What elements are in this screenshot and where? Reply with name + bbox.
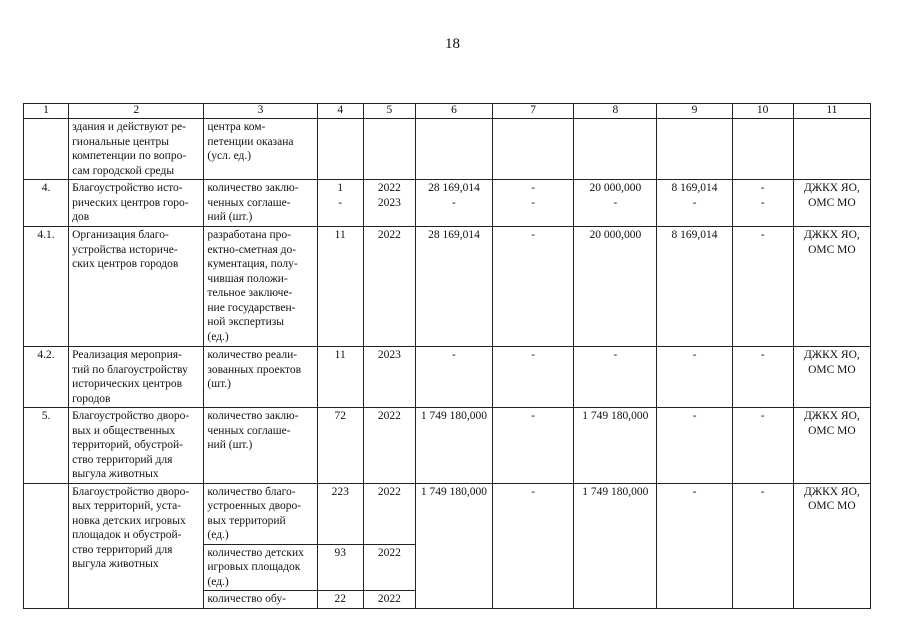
cell-total: 28 169,014 [415, 227, 492, 347]
col-header: 11 [793, 104, 870, 119]
header-row [24, 104, 871, 119]
cell-year: 2022 2023 [363, 180, 415, 227]
cell-indicator: количество заклю- ченных соглаше- ний (шт.) [204, 180, 317, 227]
cell-num: 4. [24, 180, 69, 227]
table-row-5-1 [24, 483, 871, 544]
cell-num [24, 119, 69, 180]
cell-federal: - [493, 347, 574, 408]
col-header: 9 [657, 104, 732, 119]
cell-federal: - [493, 408, 574, 484]
cell-regional [574, 119, 657, 180]
cell-event-name: Организация благо- устройства историче- ских центров городов [69, 227, 204, 347]
cell-executor: ДЖКХ ЯО, ОМС МО [793, 347, 870, 408]
cell-executor: ДЖКХ ЯО, ОМС МО [793, 227, 870, 347]
cell-total: - [415, 347, 492, 408]
cell-num: 4.2. [24, 347, 69, 408]
cell-value: 1 - [317, 180, 363, 227]
cell-event-name: здания и действуют ре- гиональные центры компетенции по вопро- сам городской среды [69, 119, 204, 180]
table-row-4-2 [24, 347, 871, 408]
cell-indicator: количество заклю- ченных соглаше- ний (шт.) [204, 408, 317, 484]
cell-executor: ДЖКХ ЯО, ОМС МО [793, 408, 870, 484]
cell-regional: 20 000,000 [574, 227, 657, 347]
cell-federal: - [493, 227, 574, 347]
col-header: 4 [317, 104, 363, 119]
col-header: 2 [69, 104, 204, 119]
cell-federal: - [493, 483, 574, 608]
col-header: 6 [415, 104, 492, 119]
cell-value: 11 [317, 347, 363, 408]
cell-other: - [732, 227, 793, 347]
cell-event-name: Благоустройство дворо- вых и общественных территорий, обустрой- ство территорий для выгула животных [69, 408, 204, 484]
cell-indicator: количество благо- устроенных дворо- вых территорий (ед.) [204, 483, 317, 544]
cell-value: 93 [317, 544, 363, 591]
cell-indicator: количество реали- зованных проектов (шт.) [204, 347, 317, 408]
cell-regional: 1 749 180,000 [574, 483, 657, 608]
cell-year: 2023 [363, 347, 415, 408]
cell-local: - [657, 408, 732, 484]
cell-local: 8 169,014 - [657, 180, 732, 227]
table-row-4 [24, 180, 871, 227]
cell-executor [793, 119, 870, 180]
cell-indicator: количество детских игровых площадок (ед.) [204, 544, 317, 591]
cell-value [317, 119, 363, 180]
cell-value: 22 [317, 591, 363, 609]
cell-value: 11 [317, 227, 363, 347]
cell-executor: ДЖКХ ЯО, ОМС МО [793, 483, 870, 608]
cell-year [363, 119, 415, 180]
cell-regional: - [574, 347, 657, 408]
col-header: 1 [24, 104, 69, 119]
cell-other: - [732, 483, 793, 608]
cell-num: 4.1. [24, 227, 69, 347]
page-number: 18 [445, 36, 460, 52]
cell-year: 2022 [363, 544, 415, 591]
col-header: 5 [363, 104, 415, 119]
cell-total: 28 169,014 - [415, 180, 492, 227]
program-table [23, 103, 871, 609]
cell-executor: ДЖКХ ЯО, ОМС МО [793, 180, 870, 227]
cell-local: 8 169,014 [657, 227, 732, 347]
cell-year: 2022 [363, 408, 415, 484]
cell-total: 1 749 180,000 [415, 483, 492, 608]
cell-event-name: Реализация мероприя- тий по благоустройству исторических центров городов [69, 347, 204, 408]
table-row-continuation [24, 119, 871, 180]
cell-indicator: разработана про- ектно-сметная до- кументация, полу- чившая положи- тельное заключе- ние государствен- ной экспертизы (ед.) [204, 227, 317, 347]
cell-year: 2022 [363, 591, 415, 609]
cell-other: - [732, 347, 793, 408]
cell-other [732, 119, 793, 180]
table-row-5 [24, 408, 871, 484]
cell-event-name: Благоустройство исто- рических центров горо- дов [69, 180, 204, 227]
cell-total: 1 749 180,000 [415, 408, 492, 484]
cell-year: 2022 [363, 227, 415, 347]
col-header: 3 [204, 104, 317, 119]
cell-num [24, 483, 69, 608]
cell-local [657, 119, 732, 180]
cell-regional: 1 749 180,000 [574, 408, 657, 484]
cell-regional: 20 000,000 - [574, 180, 657, 227]
cell-total [415, 119, 492, 180]
cell-event-name: Благоустройство дворо- вых территорий, уста- новка детских игровых площадок и обустрой- ство территорий для выгула животных [69, 483, 204, 608]
table-row-4-1 [24, 227, 871, 347]
cell-federal [493, 119, 574, 180]
cell-other: - - [732, 180, 793, 227]
col-header: 10 [732, 104, 793, 119]
cell-local: - [657, 483, 732, 608]
cell-indicator: количество обу- [204, 591, 317, 609]
cell-value: 223 [317, 483, 363, 544]
cell-other: - [732, 408, 793, 484]
col-header: 8 [574, 104, 657, 119]
cell-year: 2022 [363, 483, 415, 544]
cell-num: 5. [24, 408, 69, 484]
cell-local: - [657, 347, 732, 408]
cell-indicator: центра ком- петенции оказана (усл. ед.) [204, 119, 317, 180]
cell-value: 72 [317, 408, 363, 484]
cell-federal: - - [493, 180, 574, 227]
col-header: 7 [493, 104, 574, 119]
